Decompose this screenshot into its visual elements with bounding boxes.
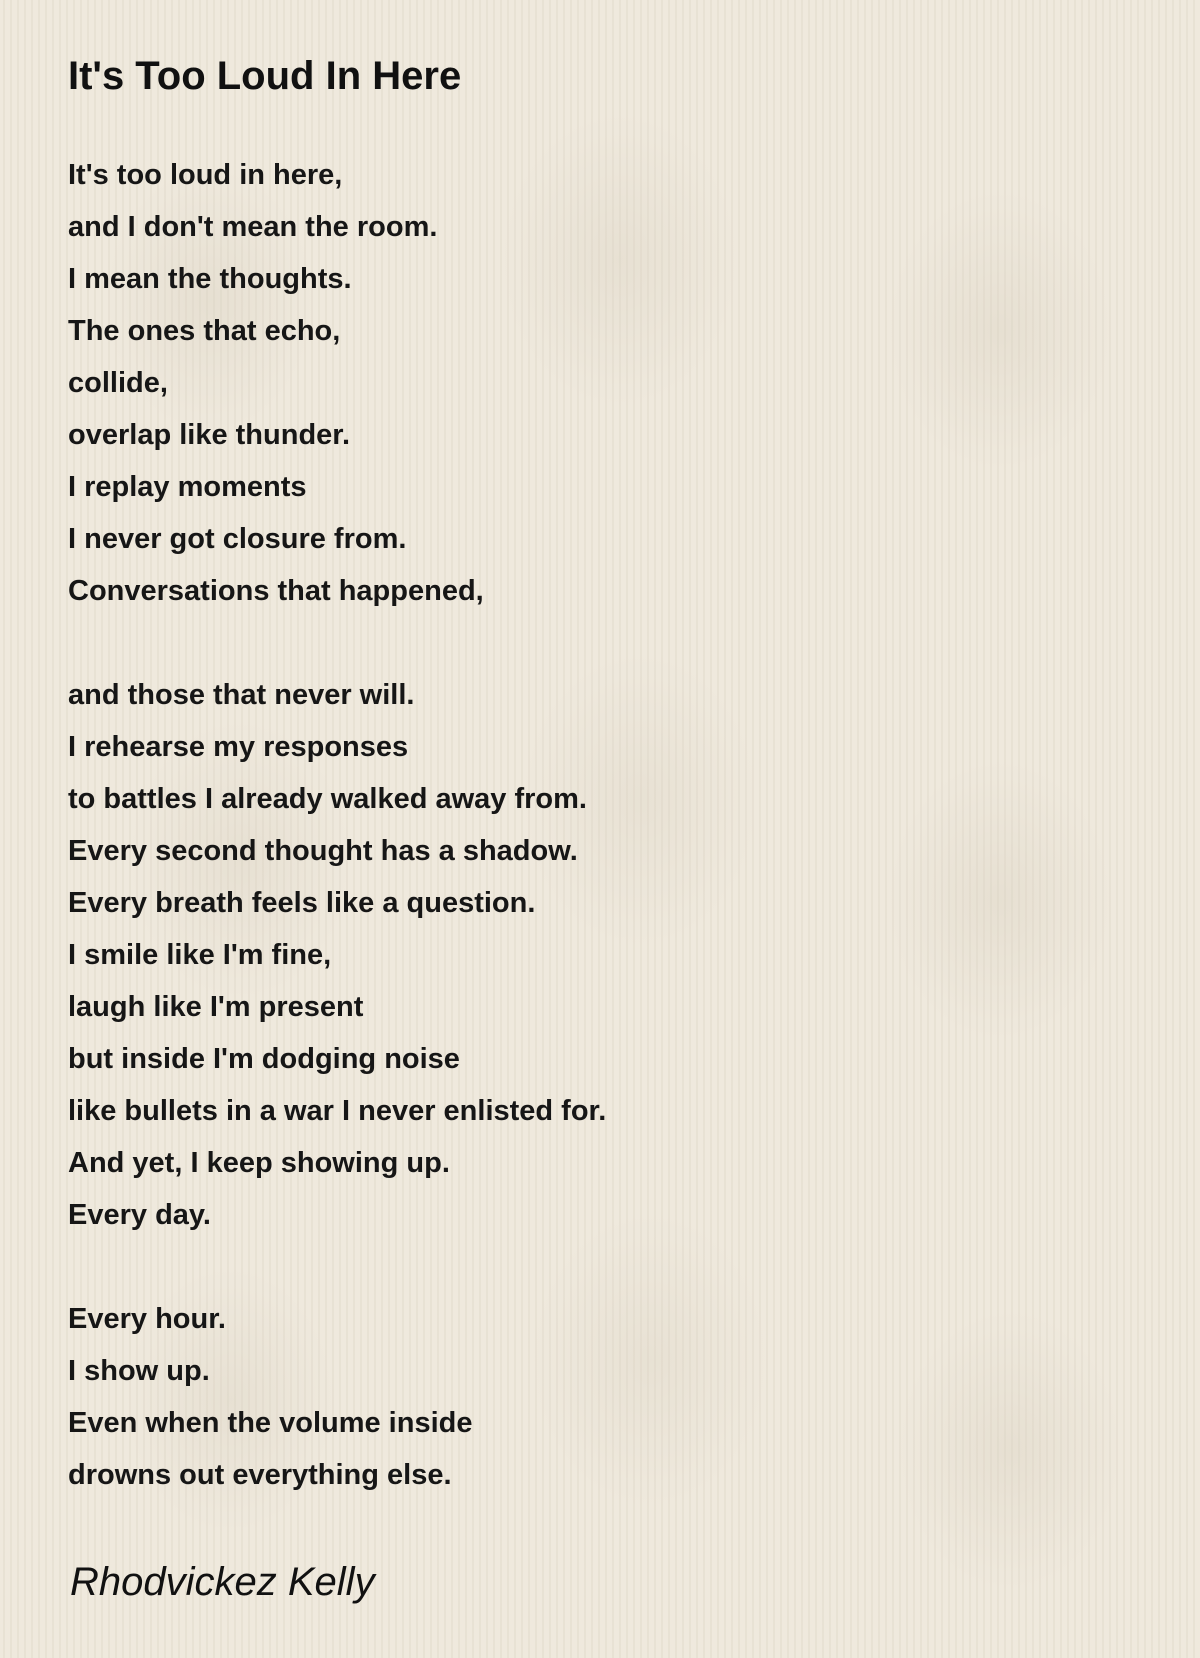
poem-line: drowns out everything else. [68,1459,452,1491]
poem-body [68,149,606,1553]
stanza-3 [68,1293,606,1501]
poem-line: The ones that echo, [68,315,341,347]
poem-line: I mean the thoughts. [68,263,352,295]
poem-line: I smile like I'm fine, [68,939,332,971]
poem-line: but inside I'm dodging noise [68,1043,460,1075]
poem-line: Every hour. [68,1303,226,1335]
poem-line: and those that never will. [68,679,415,711]
poem-author: Rhodvickez Kelly [70,1560,375,1604]
poem-line: Even when the volume inside [68,1407,473,1439]
poem-line: I never got closure from. [68,523,407,555]
poem-line: Every breath feels like a question. [68,887,536,919]
poem-line: like bullets in a war I never enlisted for. [68,1095,607,1127]
poem-line: laugh like I'm present [68,991,364,1023]
poem-line: I replay moments [68,471,307,503]
poem-line: and I don't mean the room. [68,211,438,243]
poem-line: I show up. [68,1355,210,1387]
poem-line: Every second thought has a shadow. [68,835,578,867]
poem-line: collide, [68,367,168,399]
poem-line: Every day. [68,1199,211,1231]
poem-line: overlap like thunder. [68,419,351,451]
poem-line: And yet, I keep showing up. [68,1147,450,1179]
poem-line: It's too loud in here, [68,159,343,191]
stanza-2 [68,669,606,1241]
poem-title: It's Too Loud In Here [68,54,462,98]
poem-line: Conversations that happened, [68,575,484,607]
stanza-1 [68,149,606,617]
poem-line: to battles I already walked away from. [68,783,587,815]
poem-line: I rehearse my responses [68,731,409,763]
